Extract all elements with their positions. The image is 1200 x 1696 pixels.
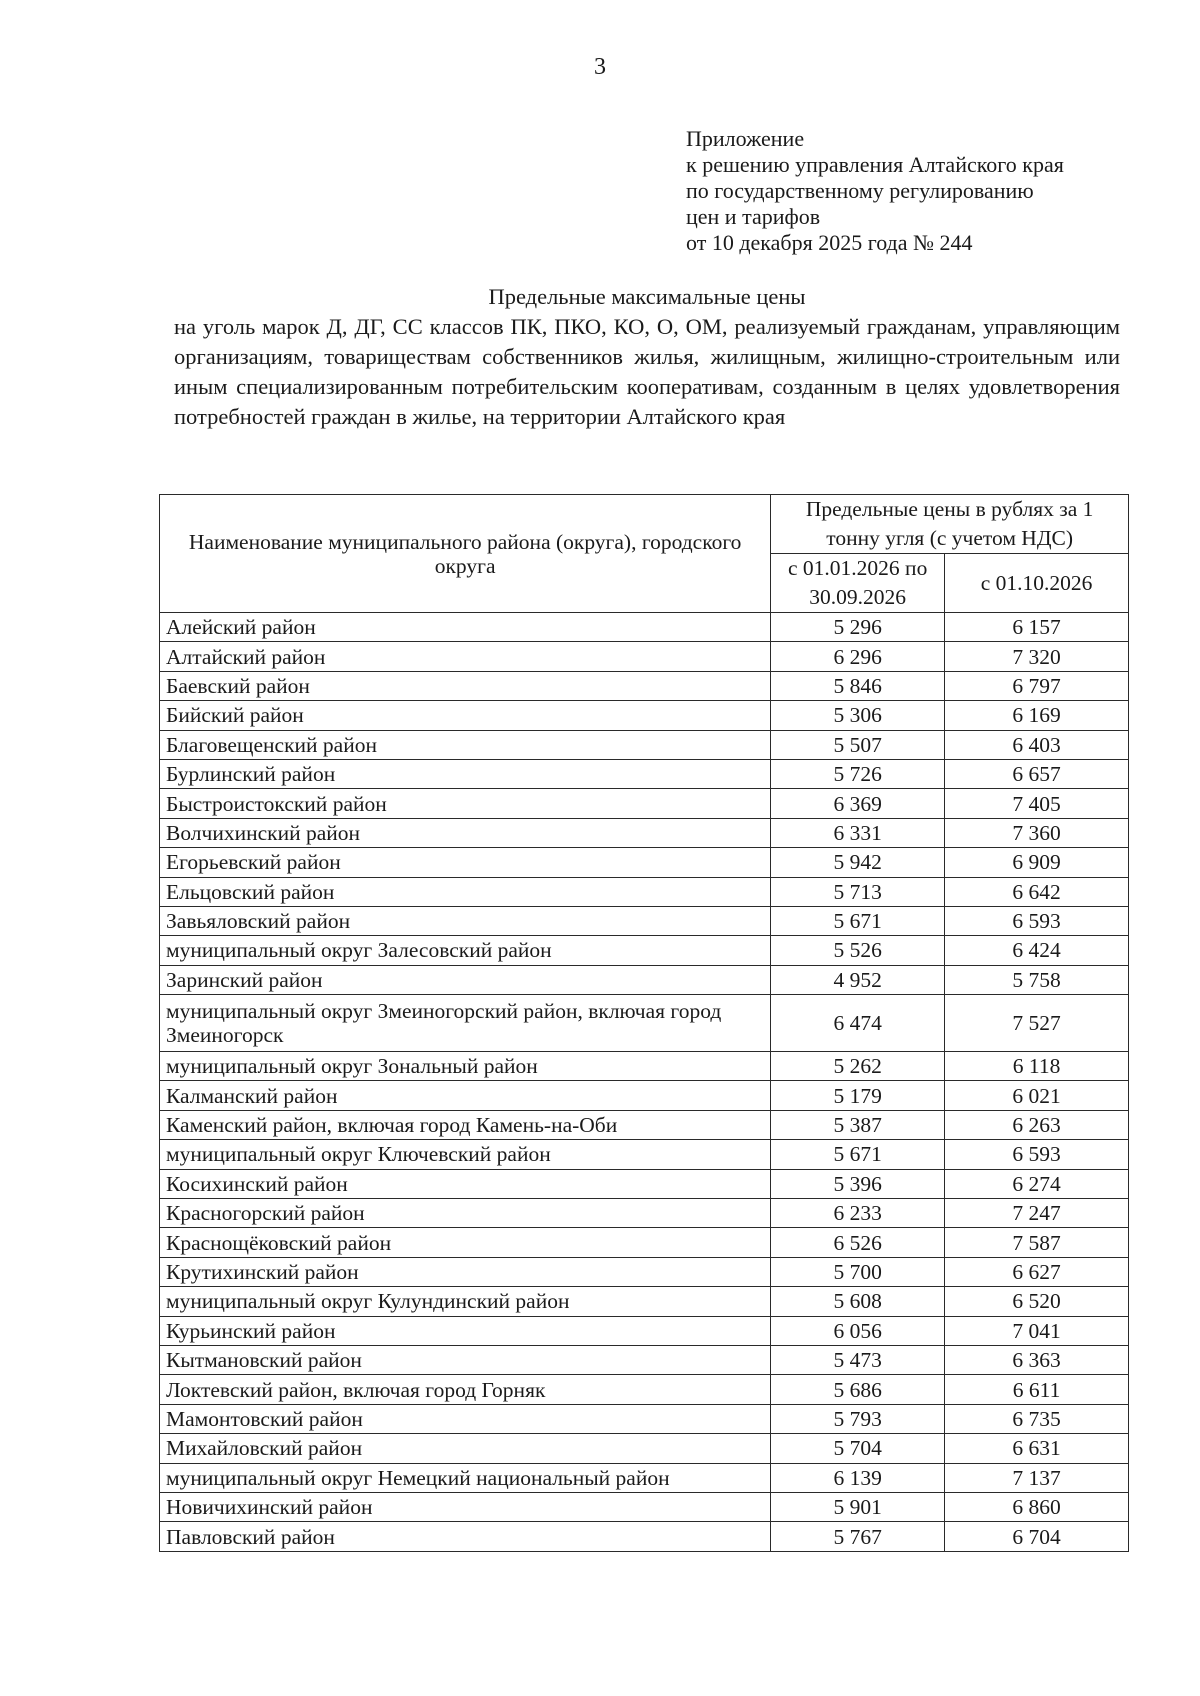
- price-period-1-cell: 5 793: [771, 1404, 945, 1433]
- table-row: [160, 1140, 1129, 1169]
- table-row: [160, 995, 1129, 1052]
- table-row: [160, 848, 1129, 877]
- price-period-1-cell: 5 473: [771, 1345, 945, 1374]
- price-period-2-cell: 6 157: [945, 613, 1129, 642]
- price-table-header: [160, 495, 1129, 613]
- price-period-1-cell: 5 306: [771, 701, 945, 730]
- price-period-1-cell: 6 233: [771, 1199, 945, 1228]
- municipality-cell: Ельцовский район: [160, 877, 771, 906]
- municipality-cell: Павловский район: [160, 1522, 771, 1551]
- header-municipality: Наименование муниципального района (округа), городского округа: [160, 495, 771, 613]
- annex-line: Приложение: [686, 126, 805, 151]
- price-period-1-cell: 4 952: [771, 965, 945, 994]
- price-period-2-cell: 6 403: [945, 730, 1129, 759]
- price-period-2-cell: 6 704: [945, 1522, 1129, 1551]
- table-row: [160, 1199, 1129, 1228]
- price-period-1-cell: 5 726: [771, 759, 945, 788]
- document-title: Предельные максимальные цены: [488, 284, 806, 309]
- municipality-cell: Баевский район: [160, 671, 771, 700]
- price-period-1-cell: 5 296: [771, 613, 945, 642]
- price-period-1-cell: 6 474: [771, 995, 945, 1052]
- table-row: [160, 1257, 1129, 1286]
- price-period-2-cell: 6 593: [945, 906, 1129, 935]
- municipality-cell: Калманский район: [160, 1081, 771, 1110]
- table-row: [160, 906, 1129, 935]
- price-period-2-cell: 7 320: [945, 642, 1129, 671]
- price-period-1-cell: 5 387: [771, 1110, 945, 1139]
- price-table: [159, 494, 1129, 1552]
- price-period-2-cell: 6 520: [945, 1287, 1129, 1316]
- price-period-2-cell: 6 735: [945, 1404, 1129, 1433]
- municipality-cell: Быстроистокский район: [160, 789, 771, 818]
- price-period-1-cell: 6 526: [771, 1228, 945, 1257]
- price-period-2-cell: 6 424: [945, 936, 1129, 965]
- table-row: [160, 1228, 1129, 1257]
- price-period-2-cell: 5 758: [945, 965, 1129, 994]
- municipality-cell: муниципальный округ Кулундинский район: [160, 1287, 771, 1316]
- document-subtitle: на уголь марок Д, ДГ, СС классов ПК, ПКО, КО, О, ОМ, реализуемый гражданам, управляющим организациям, товариществам собственников жилья, жилищным, жилищно-строительным или иным специализированным потребительским кооперативам, созданным в целях удовлетворения потребностей граждан в жилье, на территории Алтайского края: [174, 314, 1120, 429]
- municipality-cell: Алтайский район: [160, 642, 771, 671]
- table-row: [160, 613, 1129, 642]
- price-period-1-cell: 5 942: [771, 848, 945, 877]
- municipality-cell: Крутихинский район: [160, 1257, 771, 1286]
- municipality-cell: Краснощёковский район: [160, 1228, 771, 1257]
- header-period-1: с 01.01.2026 по 30.09.2026: [771, 554, 945, 613]
- price-period-1-cell: 5 526: [771, 936, 945, 965]
- municipality-cell: Локтевский район, включая город Горняк: [160, 1375, 771, 1404]
- price-period-2-cell: 6 263: [945, 1110, 1129, 1139]
- municipality-cell: муниципальный округ Зональный район: [160, 1052, 771, 1081]
- price-period-1-cell: 5 671: [771, 906, 945, 935]
- price-period-2-cell: 6 611: [945, 1375, 1129, 1404]
- annex-line: цен и тарифов: [686, 204, 821, 229]
- header-period-2: с 01.10.2026: [945, 554, 1129, 613]
- price-period-1-cell: 5 262: [771, 1052, 945, 1081]
- table-row: [160, 965, 1129, 994]
- municipality-cell: Красногорский район: [160, 1199, 771, 1228]
- price-period-1-cell: 6 331: [771, 818, 945, 847]
- price-period-2-cell: 6 909: [945, 848, 1129, 877]
- price-table-body: [160, 613, 1129, 1552]
- price-period-1-cell: 6 056: [771, 1316, 945, 1345]
- price-period-2-cell: 6 593: [945, 1140, 1129, 1169]
- price-period-1-cell: 5 608: [771, 1287, 945, 1316]
- price-period-1-cell: 5 901: [771, 1492, 945, 1521]
- price-period-1-cell: 5 671: [771, 1140, 945, 1169]
- municipality-cell: муниципальный округ Залесовский район: [160, 936, 771, 965]
- price-period-2-cell: 6 169: [945, 701, 1129, 730]
- table-row: [160, 1492, 1129, 1521]
- price-period-1-cell: 5 767: [771, 1522, 945, 1551]
- table-row: [160, 642, 1129, 671]
- municipality-cell: Новичихинский район: [160, 1492, 771, 1521]
- table-row: [160, 1110, 1129, 1139]
- price-period-2-cell: 6 642: [945, 877, 1129, 906]
- price-period-2-cell: 7 041: [945, 1316, 1129, 1345]
- annex-line: к решению управления Алтайского края: [686, 152, 1064, 177]
- municipality-cell: муниципальный округ Ключевский район: [160, 1140, 771, 1169]
- table-row: [160, 789, 1129, 818]
- table-row: [160, 671, 1129, 700]
- municipality-cell: Завьяловский район: [160, 906, 771, 935]
- municipality-cell: Благовещенский район: [160, 730, 771, 759]
- price-period-1-cell: 5 507: [771, 730, 945, 759]
- table-row: [160, 1522, 1129, 1551]
- price-period-1-cell: 6 139: [771, 1463, 945, 1492]
- annex-line: от 10 декабря 2025 года № 244: [686, 230, 973, 255]
- municipality-cell: Заринский район: [160, 965, 771, 994]
- municipality-cell: Алейский район: [160, 613, 771, 642]
- price-period-2-cell: 6 797: [945, 671, 1129, 700]
- price-period-2-cell: 6 118: [945, 1052, 1129, 1081]
- table-row: [160, 1434, 1129, 1463]
- price-period-1-cell: 5 704: [771, 1434, 945, 1463]
- municipality-cell: Кытмановский район: [160, 1345, 771, 1374]
- municipality-cell: Бийский район: [160, 701, 771, 730]
- price-period-2-cell: 6 363: [945, 1345, 1129, 1374]
- price-period-1-cell: 5 396: [771, 1169, 945, 1198]
- annex-line: по государственному регулированию: [686, 178, 1034, 203]
- municipality-cell: Волчихинский район: [160, 818, 771, 847]
- price-period-1-cell: 6 369: [771, 789, 945, 818]
- price-period-2-cell: 6 860: [945, 1492, 1129, 1521]
- table-row: [160, 1287, 1129, 1316]
- price-period-2-cell: 7 247: [945, 1199, 1129, 1228]
- municipality-cell: Бурлинский район: [160, 759, 771, 788]
- price-period-2-cell: 7 137: [945, 1463, 1129, 1492]
- table-row: [160, 701, 1129, 730]
- price-period-2-cell: 6 274: [945, 1169, 1129, 1198]
- price-period-2-cell: 7 405: [945, 789, 1129, 818]
- price-period-1-cell: 6 296: [771, 642, 945, 671]
- price-period-1-cell: 5 686: [771, 1375, 945, 1404]
- price-period-1-cell: 5 713: [771, 877, 945, 906]
- table-row: [160, 936, 1129, 965]
- table-row: [160, 1404, 1129, 1433]
- municipality-cell: Курьинский район: [160, 1316, 771, 1345]
- price-period-2-cell: 6 631: [945, 1434, 1129, 1463]
- price-period-2-cell: 7 587: [945, 1228, 1129, 1257]
- table-row: [160, 1081, 1129, 1110]
- page-number: 3: [594, 54, 606, 80]
- municipality-cell: Егорьевский район: [160, 848, 771, 877]
- price-period-2-cell: 6 657: [945, 759, 1129, 788]
- table-row: [160, 1316, 1129, 1345]
- price-period-2-cell: 6 021: [945, 1081, 1129, 1110]
- municipality-cell: Каменский район, включая город Камень-на-Оби: [160, 1110, 771, 1139]
- price-period-2-cell: 7 527: [945, 995, 1129, 1052]
- table-row: [160, 1169, 1129, 1198]
- table-row: [160, 730, 1129, 759]
- price-period-2-cell: 7 360: [945, 818, 1129, 847]
- table-row: [160, 1375, 1129, 1404]
- table-row: [160, 759, 1129, 788]
- price-period-1-cell: 5 700: [771, 1257, 945, 1286]
- municipality-cell: муниципальный округ Немецкий национальный район: [160, 1463, 771, 1492]
- table-row: [160, 1463, 1129, 1492]
- annex-block: [686, 126, 1064, 256]
- municipality-cell: Михайловский район: [160, 1434, 771, 1463]
- table-row: [160, 877, 1129, 906]
- price-period-2-cell: 6 627: [945, 1257, 1129, 1286]
- price-period-1-cell: 5 179: [771, 1081, 945, 1110]
- table-row: [160, 1345, 1129, 1374]
- price-period-1-cell: 5 846: [771, 671, 945, 700]
- municipality-cell: муниципальный округ Змеиногорский район, включая город Змеиногорск: [160, 995, 771, 1052]
- municipality-cell: Мамонтовский район: [160, 1404, 771, 1433]
- table-row: [160, 818, 1129, 847]
- header-prices: Предельные цены в рублях за 1 тонну угля (с учетом НДС): [771, 495, 1129, 554]
- table-row: [160, 1052, 1129, 1081]
- municipality-cell: Косихинский район: [160, 1169, 771, 1198]
